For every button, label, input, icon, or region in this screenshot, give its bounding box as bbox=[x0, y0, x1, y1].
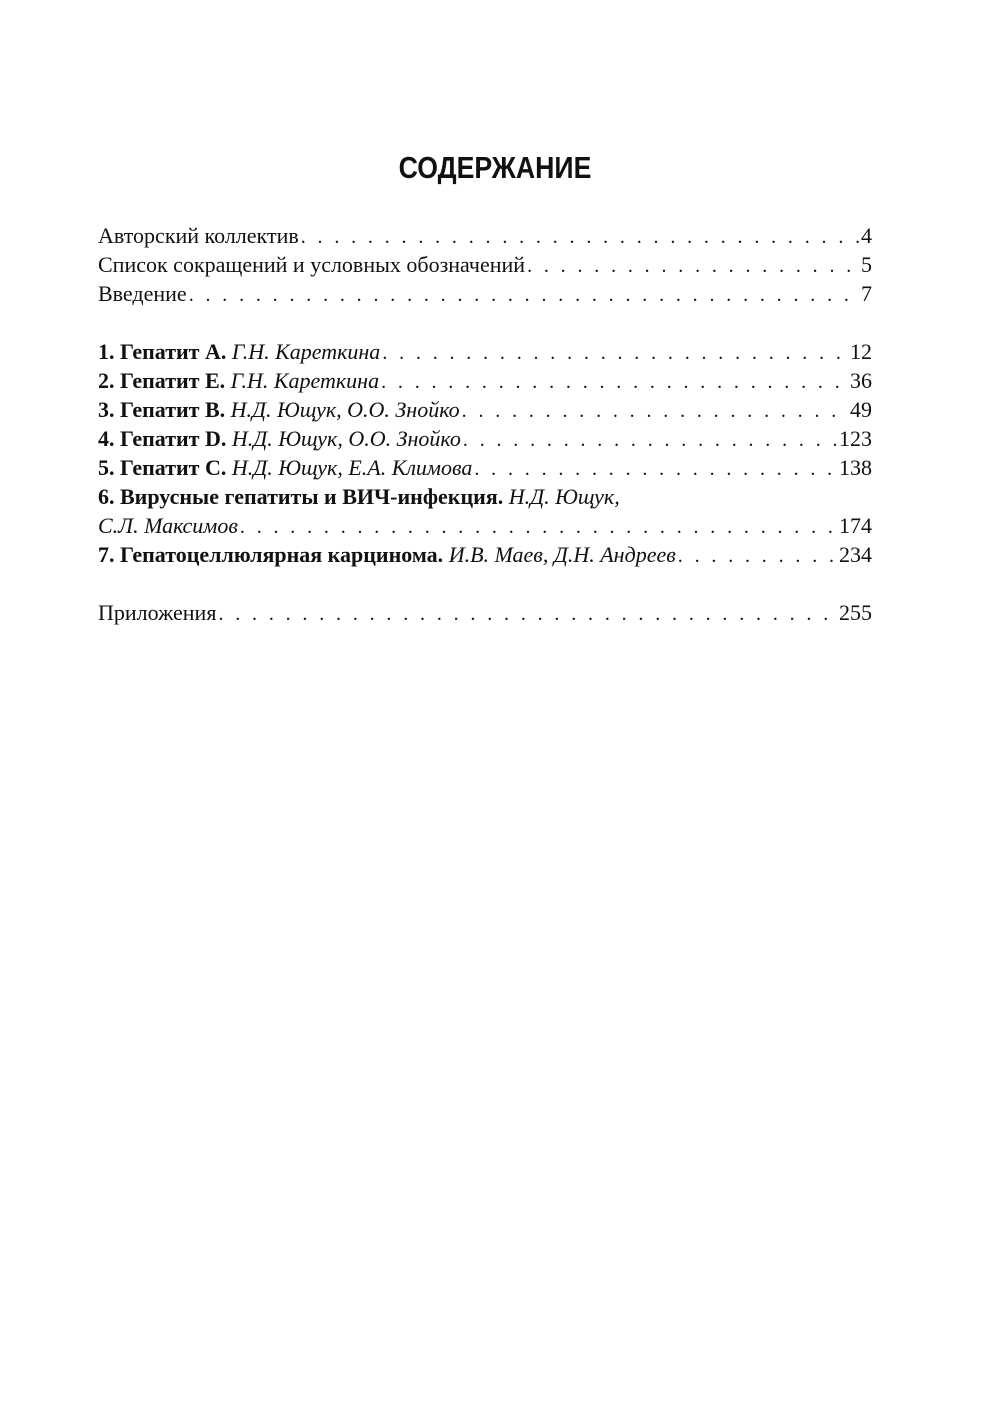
chapter-authors: Г.Н. Кареткина bbox=[231, 339, 381, 364]
toc-page-number: 234 bbox=[839, 542, 872, 567]
toc-page-number: 36 bbox=[850, 368, 872, 393]
dot-leader bbox=[463, 426, 837, 455]
toc-page-number: 174 bbox=[839, 513, 872, 538]
toc-entry-label: Приложения bbox=[98, 600, 217, 625]
section-spacer bbox=[98, 569, 872, 598]
toc-entry-label: Введение bbox=[98, 281, 187, 306]
chapter-authors: Н.Д. Ющук, Е.А. Климова bbox=[231, 455, 473, 480]
toc-page-number: 255 bbox=[839, 600, 872, 625]
dot-leader bbox=[189, 281, 859, 310]
section-spacer bbox=[98, 308, 872, 337]
chapter-title: 2. Гепатит Е. bbox=[98, 368, 226, 393]
chapter-authors: Н.Д. Ющук, О.О. Знойко bbox=[230, 397, 460, 422]
chapter-title: 6. Вирусные гепатиты и ВИЧ-инфекция. bbox=[98, 484, 504, 509]
toc-entry-appendices[interactable] bbox=[98, 598, 872, 627]
chapter-title: 4. Гепатит D. bbox=[98, 426, 227, 451]
toc-entry-label bbox=[98, 424, 461, 453]
chapter-title: 7. Гепатоцеллюлярная карцинома. bbox=[98, 542, 444, 567]
chapter-authors: Г.Н. Кареткина bbox=[230, 368, 380, 393]
toc-entry-chapter-1[interactable] bbox=[98, 337, 872, 366]
toc-entry-chapter-4[interactable] bbox=[98, 424, 872, 453]
dot-leader bbox=[527, 252, 859, 281]
toc-page-number: 12 bbox=[850, 339, 872, 364]
table-of-contents bbox=[98, 221, 872, 627]
toc-entry-label: Авторский коллектив bbox=[98, 223, 299, 248]
toc-entry-label bbox=[98, 453, 472, 482]
dot-leader bbox=[381, 368, 848, 397]
toc-page-number: 4 bbox=[861, 223, 872, 248]
toc-entry-label bbox=[98, 337, 380, 366]
toc-entry-chapter-5[interactable] bbox=[98, 453, 872, 482]
toc-entry-chapter-6-line2[interactable] bbox=[98, 511, 872, 540]
chapter-authors: Н.Д. Ющук, О.О. Знойко bbox=[231, 426, 461, 451]
dot-leader bbox=[382, 339, 848, 368]
dot-leader bbox=[462, 397, 848, 426]
dot-leader bbox=[678, 542, 837, 571]
toc-page-number: 123 bbox=[839, 426, 872, 451]
dot-leader bbox=[301, 223, 859, 252]
toc-page-number: 49 bbox=[850, 397, 872, 422]
page-title: СОДЕРЖАНИЕ bbox=[398, 150, 592, 185]
chapter-title: 1. Гепатит А. bbox=[98, 339, 227, 364]
dot-leader bbox=[218, 600, 837, 629]
toc-entry-label bbox=[98, 366, 379, 395]
toc-entry-label bbox=[98, 395, 460, 424]
toc-page-number: 7 bbox=[861, 281, 872, 306]
chapter-authors: С.Л. Максимов bbox=[98, 513, 238, 538]
toc-entry-label bbox=[98, 540, 676, 569]
toc-entry-chapter-6-line1[interactable] bbox=[98, 482, 872, 511]
chapter-authors: Н.Д. Ющук, bbox=[508, 484, 620, 509]
chapter-title: 3. Гепатит В. bbox=[98, 397, 226, 422]
chapter-title: 5. Гепатит С. bbox=[98, 455, 227, 480]
dot-leader bbox=[474, 455, 837, 484]
toc-page-number: 138 bbox=[839, 455, 872, 480]
toc-entry-authors-team[interactable] bbox=[98, 221, 872, 250]
chapter-authors: И.В. Маев, Д.Н. Андреев bbox=[448, 542, 676, 567]
toc-entry-chapter-3[interactable] bbox=[98, 395, 872, 424]
toc-entry-chapter-2[interactable] bbox=[98, 366, 872, 395]
toc-entry-introduction[interactable] bbox=[98, 279, 872, 308]
dot-leader bbox=[240, 513, 837, 542]
toc-page-number: 5 bbox=[861, 252, 872, 277]
toc-entry-abbreviations[interactable] bbox=[98, 250, 872, 279]
toc-entry-label: Список сокращений и условных обозначений bbox=[98, 252, 526, 277]
toc-entry-chapter-7[interactable] bbox=[98, 540, 872, 569]
